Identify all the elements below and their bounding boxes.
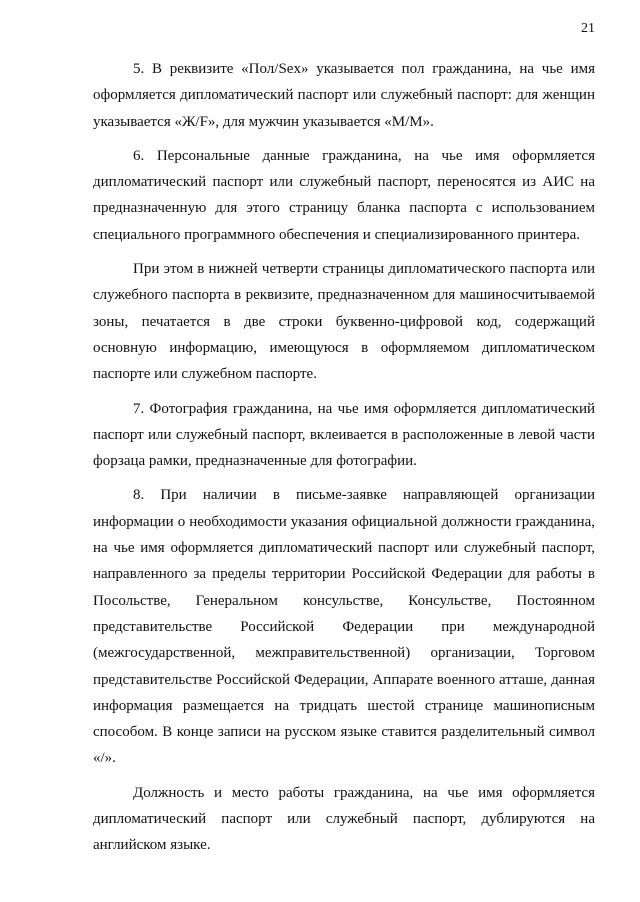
paragraph-6-personal-data: 6. Персональные данные гражданина, на чье имя оформляется дипломатический паспорт или служебный паспорт, переносятся из АИС на предназначенную для этого страницу бланка паспорта с использованием специального программного обеспечения и специализированного принтера. (93, 147, 595, 243)
paragraph-8-official-position: 8. При наличии в письме-заявке направляющей организации информации о необходимости указания официальной должности гражданина, на чье имя оформляется дипломатический паспорт или служебный паспорт, направленного за пределы территории Российской Федерации для работы в Посольстве, Генеральном консульстве, Консульстве, Постоянном представительстве Российской Федерации при международной (межгосударственной, межправительственной) организации, Торговом представительстве Российской Федерации, Аппарате военного атташе, данная информация размещается на тридцать шестой странице машинописным способом. В конце записи на русском языке ставится разделительный символ «/». (93, 487, 595, 767)
page-number: 21 (581, 21, 595, 36)
paragraph-machine-readable-zone: При этом в нижней четверти страницы дипломатического паспорта или служебного паспорта в реквизите, предназначенном для машиносчитываемой зоны, печатается в две строки буквенно-цифровой код, содержащий основную информацию, имеющуюся в оформляемом дипломатическом паспорте или служебном паспорте. (93, 261, 595, 383)
paragraph-english-duplicate: Должность и место работы гражданина, на чье имя оформляется дипломатический паспорт или служебный паспорт, дублируются на английском языке. (93, 784, 595, 854)
paragraph-5-sex-field: 5. В реквизите «Пол/Sex» указывается пол гражданина, на чье имя оформляется дипломатический паспорт или служебный паспорт: для женщин указывается «Ж/F», для мужчин указывается «М/М». (93, 61, 595, 130)
paragraph-7-photograph: 7. Фотография гражданина, на чье имя оформляется дипломатический паспорт или служебный паспорт, вклеивается в расположенные в левой части форзаца рамки, предназначенные для фотографии. (93, 400, 595, 470)
document-body (93, 56, 595, 859)
